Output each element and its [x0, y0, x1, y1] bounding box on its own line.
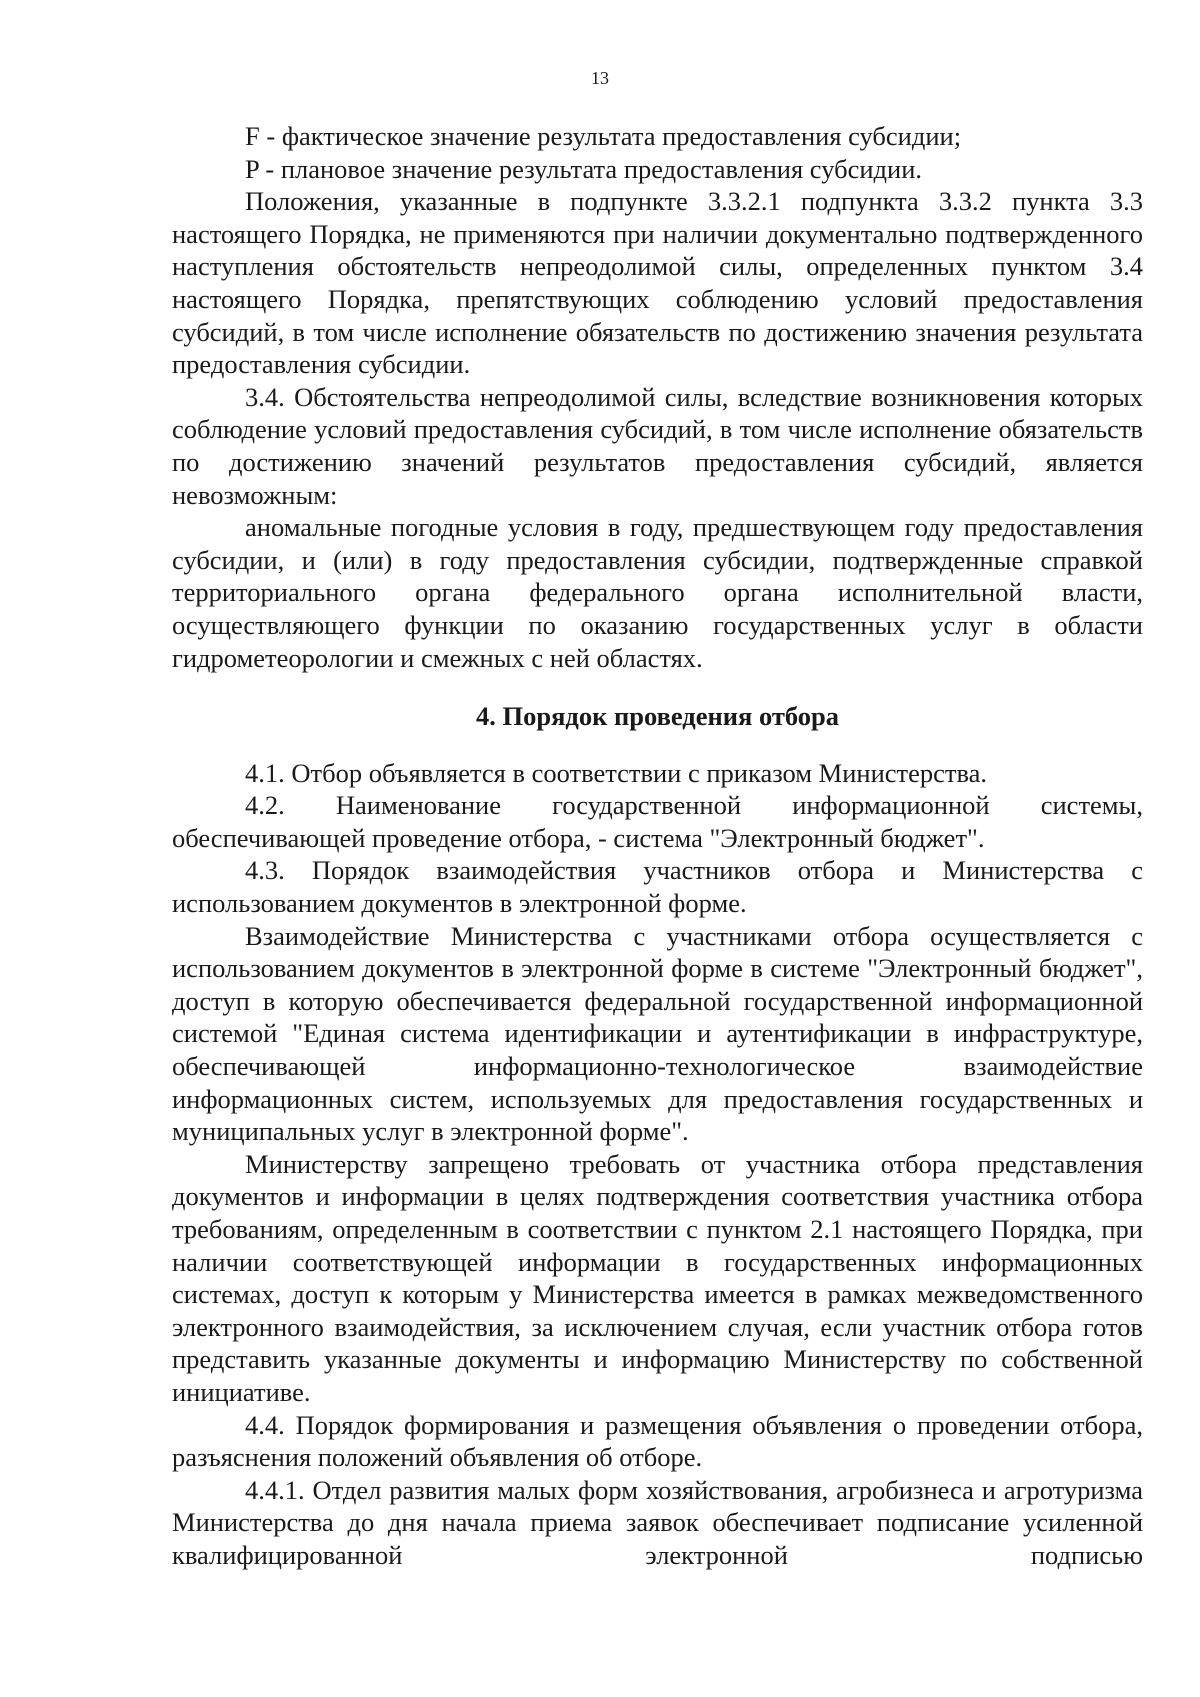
page-number: 13: [591, 68, 609, 88]
paragraph-4-1: 4.1. Отбор объявляется в соответствии с приказом Министерства.: [245, 757, 988, 788]
paragraph-interaction: Взаимодействие Министерства с участниками отбора осуществляется с использованием документов в электронной форме в системе "Электронный бюджет", доступ в которую обеспечивается федеральной государственной информационной системой "Единая система идентификации и аутентификации в инфраструктуре, обеспечивающей информационно-технологическое взаимодействие информационных систем, используемых для предоставления государственных и муниципальных услуг в электронной форме".: [172, 920, 1143, 1147]
paragraph-weather-conditions: аномальные погодные условия в году, предшествующем году предоставления субсидии, и (или) в году предоставления субсидии, подтвержденные справкой территориального органа федерального органа исполнительной власти, осуществляющего функции по оказанию государственных услуг в области гидрометеорологии и смежных с ней областях.: [172, 512, 1143, 673]
section-heading-4: 4. Порядок проведения отбора: [475, 701, 840, 732]
paragraph-4-4: 4.4. Порядок формирования и размещения объявления о проведении отбора, разъяснения положений объявления об отборе.: [172, 1409, 1143, 1473]
paragraph-4-4-1: 4.4.1. Отдел развития малых форм хозяйствования, агробизнеса и агротуризма Министерства до дня начала приема заявок обеспечивает подписание усиленной квалифицированной электронной подписью: [172, 1474, 1143, 1570]
paragraph-prohibition: Министерству запрещено требовать от участника отбора представления документов и информации в целях подтверждения соответствия участника отбора требованиям, определенным в соответствии с пунктом 2.1 настоящего Порядка, при наличии соответствующей информации в государственных информационных системах, доступ к которым у Министерства имеется в рамках межведомственного электронного взаимодействия, за исключением случая, если участник отбора готов представить указанные документы и информацию Министерству по собственной инициативе.: [172, 1148, 1143, 1407]
paragraph-provisions-exemption: Положения, указанные в подпункте 3.3.2.1 подпункта 3.3.2 пункта 3.3 настоящего Порядка, не применяются при наличии документально подтвержденного наступления обстоятельств непреодолимой силы, определенных пунктом 3.4 настоящего Порядка, препятствующих соблюдению условий предоставления субсидий, в том числе исполнение обязательств по достижению значения результата предоставления субсидии.: [172, 186, 1143, 380]
document-body: [172, 120, 1143, 1572]
paragraph-f-definition: F - фактическое значение результата предоставления субсидии;: [245, 121, 962, 151]
paragraph-3-4-force-majeure: 3.4. Обстоятельства непреодолимой силы, вследствие возникновения которых соблюдение условий предоставления субсидий, в том числе исполнение обязательств по достижению значений результатов предоставления субсидий, является невозможным:: [172, 381, 1143, 510]
paragraph-4-2: 4.2. Наименование государственной информационной системы, обеспечивающей проведение отбора, - система "Электронный бюджет".: [172, 790, 1143, 853]
paragraph-4-3: 4.3. Порядок взаимодействия участников отбора и Министерства с использованием документов в электронной форме.: [172, 855, 1143, 919]
paragraph-p-definition: P - плановое значение результата предоставления субсидии.: [245, 153, 923, 184]
